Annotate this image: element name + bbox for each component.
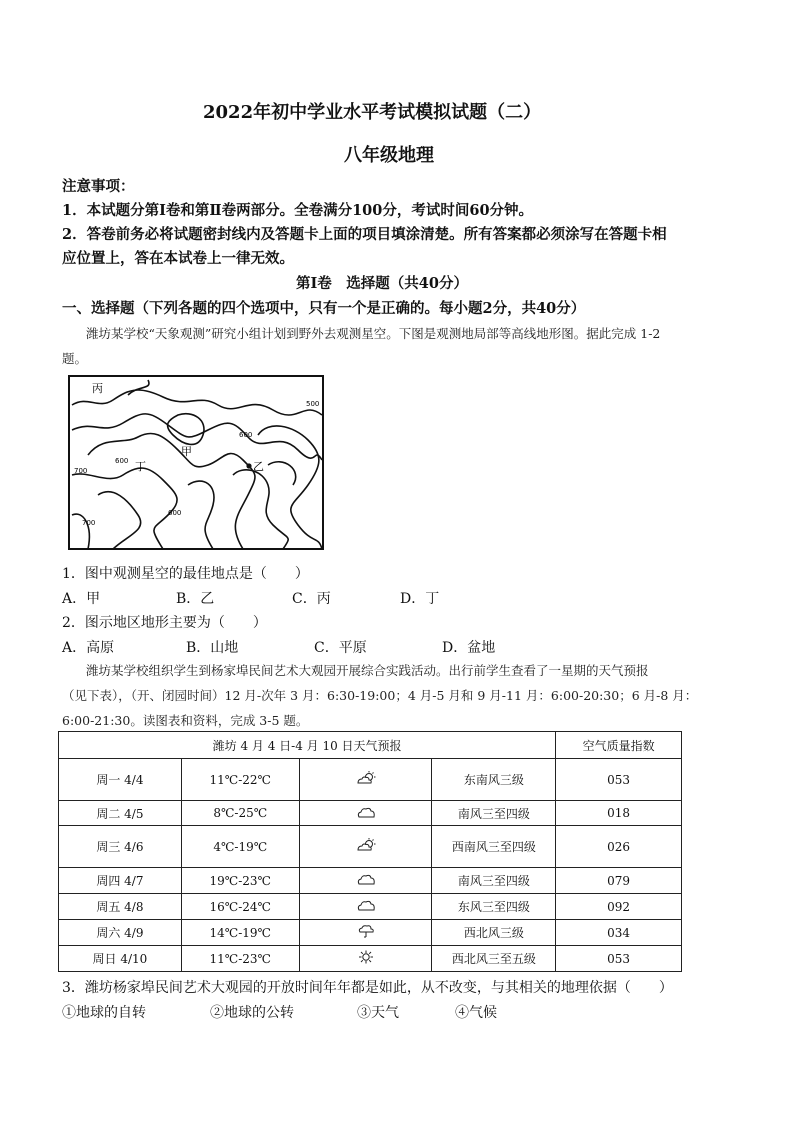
row-aqi: 092 [556,894,682,920]
weather-forecast-table [58,731,682,972]
row-day: 周日 4/10 [59,946,182,972]
notice-item-2-line-2: 应位置上，答在本试卷上一律无效。 [62,250,294,267]
row-aqi: 018 [556,801,682,826]
q3-stem: 3．潍坊杨家埠民间艺术大观园的开放时间年年都是如此，从不改变，与其相关的地理依据（ ） [62,980,673,996]
notice-item-2-line-1: 2．答卷前务必将试题密封线内及答题卡上面的项目填涂清楚。所有答案都必须涂写在答题卡相 [62,226,667,243]
row-temp: 4℃-19℃ [181,826,299,868]
cloudy-icon [355,872,377,886]
page-subtitle: 八年级地理 [344,145,434,166]
row-aqi: 053 [556,759,682,801]
row-temp: 11℃-23℃ [181,946,299,972]
sunny-icon [355,950,377,964]
row-wind: 东风三至四级 [432,894,556,920]
q1-stem: 1．图中观测星空的最佳地点是（ ） [62,566,309,582]
label-bing: 丙 [92,382,103,395]
label-jia: 甲 [181,445,192,458]
row-temp: 11℃-22℃ [181,759,299,801]
row-temp: 8℃-25℃ [181,801,299,826]
intro-2-line-3: 6:00-21:30。读图表和资料，完成 3-5 题。 [62,713,309,728]
row-aqi: 026 [556,826,682,868]
q2-stem: 2．图示地区地形主要为（ ） [62,615,267,631]
intro-1-line-1: 潍坊某学校“天象观测”研究小组计划到野外去观测星空。下图是观测地局部等高线地形图。据此完成 1-2 [86,326,661,341]
table-row [59,894,682,920]
row-wind: 东南风三级 [432,759,556,801]
row-temp: 16℃-24℃ [181,894,299,920]
partly-cloudy-icon [355,771,377,785]
contour-label-600-a: 600 [239,431,253,439]
table-row [59,801,682,826]
row-day: 周二 4/5 [59,801,182,826]
row-temp: 14℃-19℃ [181,920,299,946]
row-wind: 西北风三至五级 [432,946,556,972]
q2-option-a[interactable]: A．高原 [62,640,115,656]
q3-option-4[interactable]: ④气候 [455,1005,497,1021]
intro-2-line-1: 潍坊某学校组织学生到杨家埠民间艺术大观园开展综合实践活动。出行前学生查看了一星期的天气预报 [86,663,649,678]
table-row [59,759,682,801]
label-yi: 乙 [253,460,264,473]
table-row [59,946,682,972]
row-aqi: 079 [556,868,682,894]
cloudy-icon [355,805,377,819]
q3-option-1[interactable]: ①地球的自转 [62,1005,146,1021]
q2-option-c[interactable]: C．平原 [314,640,367,656]
row-aqi: 034 [556,920,682,946]
q3-option-3[interactable]: ③天气 [357,1005,399,1021]
contour-label-600-b: 600 [115,457,129,465]
notice-item-1: 1．本试题分第Ⅰ卷和第Ⅱ卷两部分。全卷满分100分，考试时间60分钟。 [62,202,534,219]
intro-1-line-2: 题。 [62,351,88,366]
row-day: 周三 4/6 [59,826,182,868]
row-temp: 19℃-23℃ [181,868,299,894]
partly-cloudy-icon [355,838,377,852]
q1-option-d[interactable]: D．丁 [400,591,440,607]
q1-option-b[interactable]: B．乙 [176,591,215,607]
contour-label-700-b: 700 [82,519,96,527]
q1-option-a[interactable]: A．甲 [62,591,101,607]
row-wind: 西南风三至四级 [432,826,556,868]
table-row [59,920,682,946]
table-row [59,868,682,894]
rain-icon [355,924,377,938]
table-header-row [59,732,682,759]
page-title: 2022年初中学业水平考试模拟试题（二） [203,102,542,123]
row-aqi: 053 [556,946,682,972]
row-wind: 南风三至四级 [432,801,556,826]
table-row [59,826,682,868]
q3-option-2[interactable]: ②地球的公转 [210,1005,294,1021]
section-title: 第Ⅰ卷 选择题（共40分） [296,275,468,292]
intro-2-line-2: （见下表），（开、闭园时间）12 月-次年 3 月：6:30-19:00；4 月-5 月和 9 月-11 月：6:00-20:30；6 月-8 月： [62,688,698,703]
cloudy-icon [355,898,377,912]
row-day: 周五 4/8 [59,894,182,920]
q2-option-b[interactable]: B．山地 [186,640,239,656]
table-header-title: 潍坊 4 月 4 日-4 月 10 日天气预报 [59,732,556,759]
q2-option-d[interactable]: D．盆地 [442,640,496,656]
contour-label-700-a: 700 [74,467,88,475]
row-wind: 西北风三级 [432,920,556,946]
row-day: 周六 4/9 [59,920,182,946]
point-yi-marker [246,463,251,468]
table-header-aqi: 空气质量指数 [556,732,682,759]
contour-label-500: 500 [306,400,320,408]
row-day: 周四 4/7 [59,868,182,894]
notice-heading: 注意事项： [62,178,135,195]
label-ding: 丁 [135,460,146,473]
section-instructions: 一、选择题（下列各题的四个选项中，只有一个是正确的。每小题2分，共40分） [62,300,586,317]
row-day: 周一 4/4 [59,759,182,801]
contour-label-600-c: 600 [168,509,182,517]
row-wind: 南风三至四级 [432,868,556,894]
contour-map [68,375,324,550]
q1-option-c[interactable]: C．丙 [292,591,331,607]
